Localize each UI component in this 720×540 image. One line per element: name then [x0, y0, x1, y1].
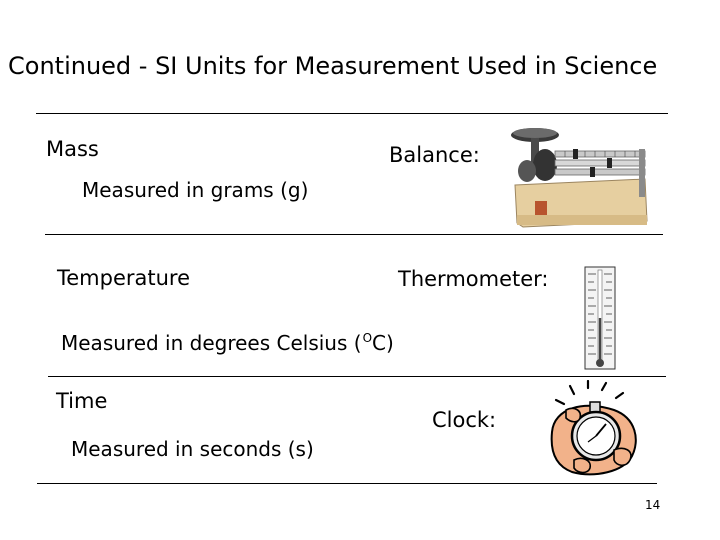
thermometer-icon [584, 266, 616, 370]
time-description: Measured in seconds (s) [71, 437, 314, 461]
section-divider-3 [37, 483, 657, 484]
page-number: 14 [645, 498, 661, 512]
section-divider-1 [45, 234, 663, 235]
title-divider [36, 113, 668, 114]
mass-description: Measured in grams (g) [82, 178, 309, 202]
temperature-description-end: C) [372, 331, 394, 355]
temperature-description [61, 331, 394, 355]
temperature-label: Temperature [57, 266, 191, 290]
clock-label: Clock: [432, 408, 497, 432]
slide-title: Continued - SI Units for Measurement Used in Science [8, 52, 658, 80]
triple-beam-balance-icon [505, 123, 655, 228]
thermometer-label: Thermometer: [398, 267, 549, 291]
balance-label: Balance: [389, 143, 480, 167]
temperature-description-text: Measured in degrees Celsius ( [61, 331, 362, 355]
section-divider-2 [48, 376, 666, 377]
mass-label: Mass [46, 137, 99, 161]
degree-superscript: O [362, 331, 373, 345]
stopwatch-icon [544, 380, 642, 480]
time-label: Time [56, 389, 108, 413]
